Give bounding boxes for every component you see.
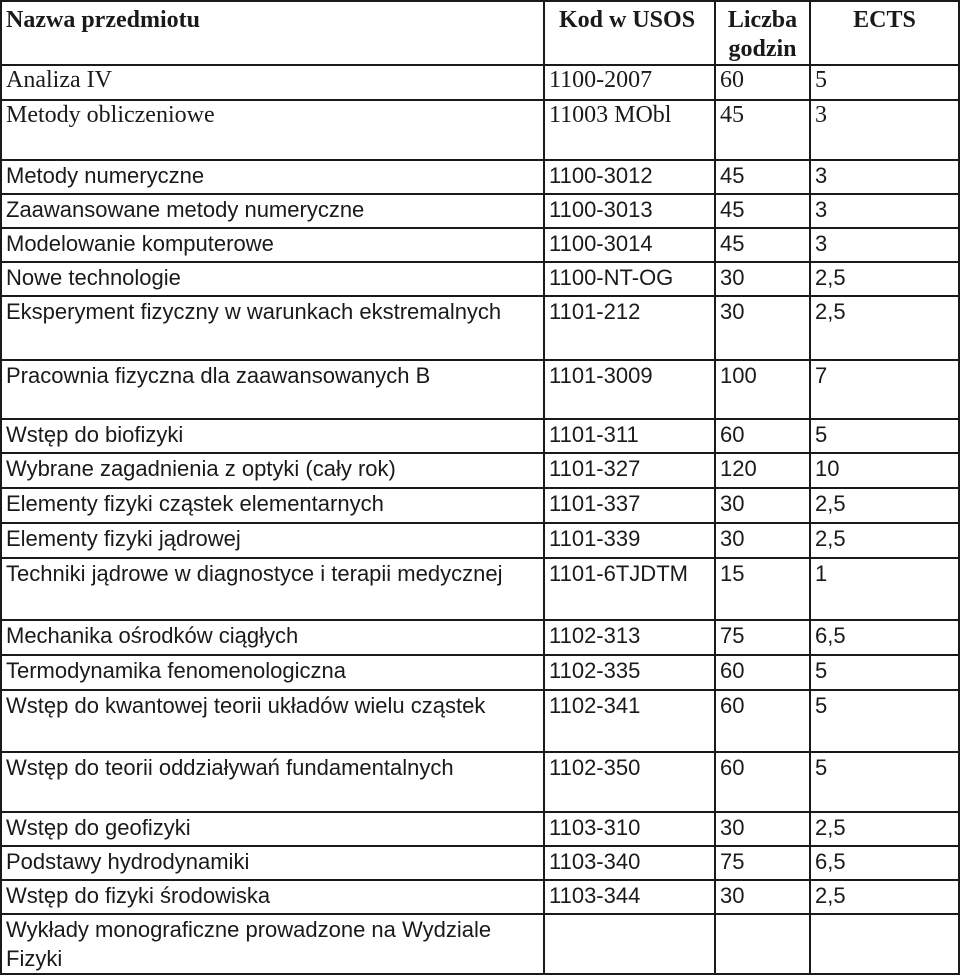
header-ects: ECTS <box>810 1 959 65</box>
ects-value: 3 <box>810 100 959 160</box>
ects-value: 2,5 <box>810 523 959 558</box>
table-row <box>1 262 959 296</box>
ects-value: 3 <box>810 160 959 194</box>
usos-code: 1100-3013 <box>544 194 715 228</box>
course-name: Termodynamika fenomenologiczna <box>1 655 544 690</box>
hours-value: 75 <box>715 620 810 655</box>
ects-value: 5 <box>810 655 959 690</box>
usos-code: 1103-340 <box>544 846 715 880</box>
course-name: Wykłady monograficzne prowadzone na Wydziale Fizyki <box>1 914 544 974</box>
course-name: Elementy fizyki jądrowej <box>1 523 544 558</box>
table-row <box>1 620 959 655</box>
hours-value: 30 <box>715 488 810 523</box>
usos-code: 1101-212 <box>544 296 715 360</box>
table-row <box>1 752 959 812</box>
course-name: Elementy fizyki cząstek elementarnych <box>1 488 544 523</box>
usos-code: 1101-311 <box>544 419 715 453</box>
hours-value: 45 <box>715 228 810 262</box>
hours-value <box>715 914 810 974</box>
header-row <box>1 1 959 65</box>
hours-value: 30 <box>715 262 810 296</box>
ects-value: 5 <box>810 690 959 752</box>
course-name: Wstęp do geofizyki <box>1 812 544 846</box>
hours-value: 60 <box>715 752 810 812</box>
usos-code: 1101-337 <box>544 488 715 523</box>
ects-value: 5 <box>810 65 959 100</box>
table-row <box>1 690 959 752</box>
course-name: Zaawansowane metody numeryczne <box>1 194 544 228</box>
ects-value: 5 <box>810 419 959 453</box>
usos-code: 1101-6TJDTM <box>544 558 715 620</box>
usos-code: 1103-310 <box>544 812 715 846</box>
usos-code: 1102-341 <box>544 690 715 752</box>
hours-value: 45 <box>715 100 810 160</box>
table-row <box>1 160 959 194</box>
table-row <box>1 100 959 160</box>
usos-code: 1100-2007 <box>544 65 715 100</box>
header-hours: Liczba godzin <box>715 1 810 65</box>
hours-value: 45 <box>715 160 810 194</box>
course-name: Metody numeryczne <box>1 160 544 194</box>
table-row <box>1 880 959 914</box>
table-row <box>1 655 959 690</box>
table-row <box>1 558 959 620</box>
hours-value: 120 <box>715 453 810 488</box>
header-course-name: Nazwa przedmiotu <box>1 1 544 65</box>
ects-value: 10 <box>810 453 959 488</box>
usos-code: 1100-NT-OG <box>544 262 715 296</box>
usos-code: 1101-3009 <box>544 360 715 419</box>
hours-value: 60 <box>715 655 810 690</box>
hours-value: 100 <box>715 360 810 419</box>
usos-code: 1101-327 <box>544 453 715 488</box>
ects-value: 2,5 <box>810 262 959 296</box>
ects-value: 7 <box>810 360 959 419</box>
ects-value: 5 <box>810 752 959 812</box>
usos-code <box>544 914 715 974</box>
course-name: Eksperyment fizyczny w warunkach ekstremalnych <box>1 296 544 360</box>
course-name: Wstęp do teorii oddziaływań fundamentalnych <box>1 752 544 812</box>
hours-value: 30 <box>715 296 810 360</box>
hours-value: 30 <box>715 523 810 558</box>
table-row <box>1 488 959 523</box>
hours-value: 30 <box>715 812 810 846</box>
course-name: Analiza IV <box>1 65 544 100</box>
course-name: Nowe technologie <box>1 262 544 296</box>
table-row <box>1 65 959 100</box>
hours-value: 45 <box>715 194 810 228</box>
course-name: Modelowanie komputerowe <box>1 228 544 262</box>
course-name: Pracownia fizyczna dla zaawansowanych B <box>1 360 544 419</box>
ects-value: 2,5 <box>810 296 959 360</box>
usos-code: 1100-3012 <box>544 160 715 194</box>
course-name: Metody obliczeniowe <box>1 100 544 160</box>
course-name: Techniki jądrowe w diagnostyce i terapii medycznej <box>1 558 544 620</box>
table-row <box>1 453 959 488</box>
hours-value: 60 <box>715 419 810 453</box>
usos-code: 1101-339 <box>544 523 715 558</box>
usos-code: 1103-344 <box>544 880 715 914</box>
hours-value: 60 <box>715 65 810 100</box>
hours-value: 75 <box>715 846 810 880</box>
course-name: Podstawy hydrodynamiki <box>1 846 544 880</box>
ects-value: 3 <box>810 228 959 262</box>
table-row <box>1 228 959 262</box>
table-row <box>1 846 959 880</box>
table-row <box>1 194 959 228</box>
header-usos-code: Kod w USOS <box>544 1 715 65</box>
course-name: Wstęp do kwantowej teorii układów wielu cząstek <box>1 690 544 752</box>
usos-code: 1102-313 <box>544 620 715 655</box>
usos-code: 1100-3014 <box>544 228 715 262</box>
ects-value: 6,5 <box>810 620 959 655</box>
ects-value: 2,5 <box>810 812 959 846</box>
usos-code: 1102-335 <box>544 655 715 690</box>
ects-value: 2,5 <box>810 880 959 914</box>
hours-value: 30 <box>715 880 810 914</box>
course-name: Wstęp do fizyki środowiska <box>1 880 544 914</box>
ects-value: 6,5 <box>810 846 959 880</box>
table-row <box>1 296 959 360</box>
course-name: Mechanika ośrodków ciągłych <box>1 620 544 655</box>
ects-value: 3 <box>810 194 959 228</box>
usos-code: 11003 MObl <box>544 100 715 160</box>
hours-value: 15 <box>715 558 810 620</box>
table-row <box>1 360 959 419</box>
hours-value: 60 <box>715 690 810 752</box>
course-name: Wstęp do biofizyki <box>1 419 544 453</box>
table-row <box>1 914 959 974</box>
ects-value: 1 <box>810 558 959 620</box>
course-name: Wybrane zagadnienia z optyki (cały rok) <box>1 453 544 488</box>
table-row <box>1 812 959 846</box>
table-row <box>1 419 959 453</box>
table-row <box>1 523 959 558</box>
ects-value: 2,5 <box>810 488 959 523</box>
usos-code: 1102-350 <box>544 752 715 812</box>
ects-value <box>810 914 959 974</box>
